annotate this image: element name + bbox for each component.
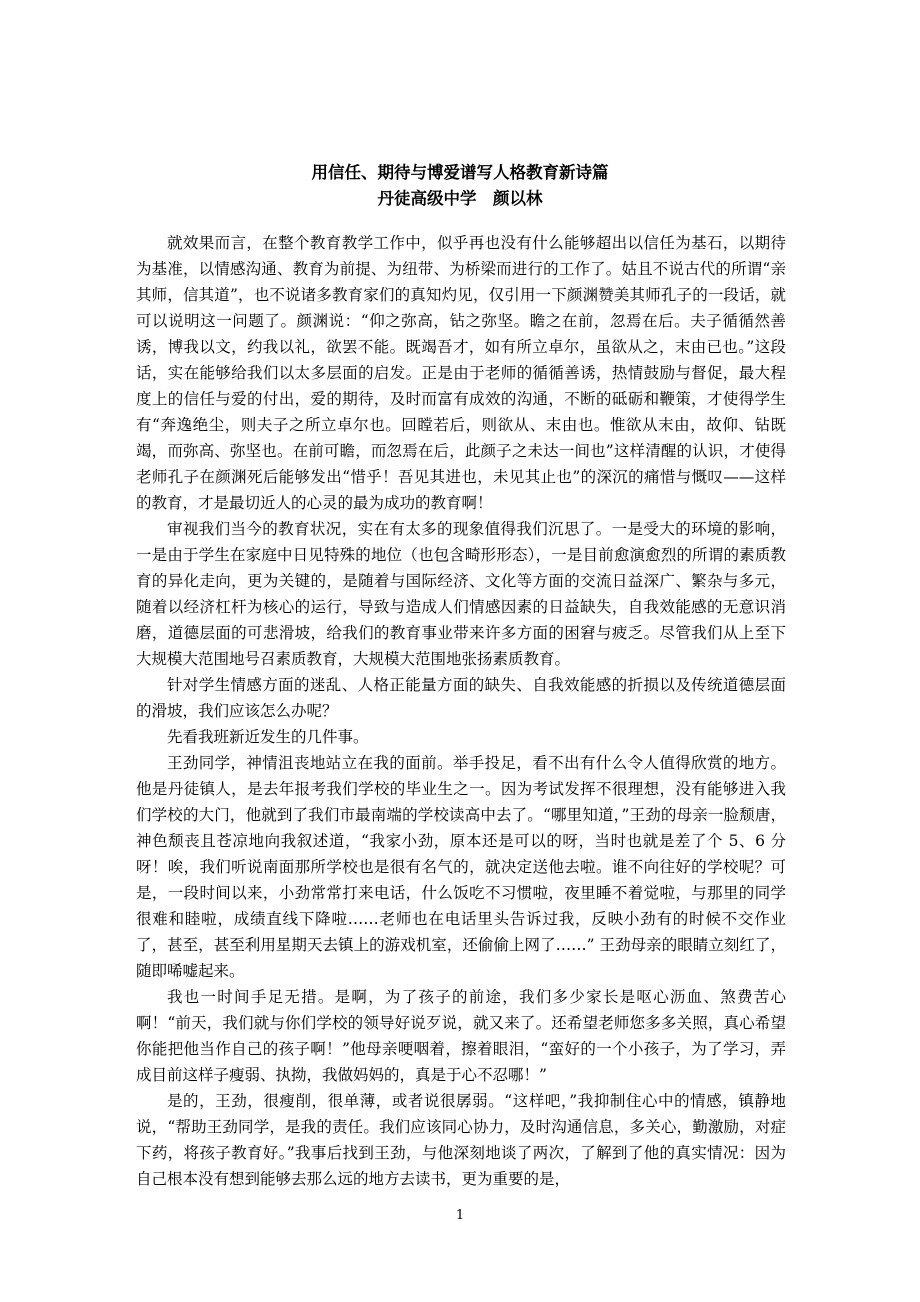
paragraph: 审视我们当今的教育状况，实在有太多的现象值得我们沉思了。一是受大的环境的影响，一是由于学生在家庭中日见特殊的地位（也包含畸形形态），一是目前愈演愈烈的所谓的素质教育的异化走向，更为关键的，是随着与国际经济、文化等方面的交流日益深广、繁杂与多元，随着以经济杠杆为核心的运行，导致与造成人们情感因素的日益缺失，自我效能感的无意识消磨，道德层面的可悲滑坡，给我们的教育事业带来许多方面的困窘与疲乏。尽管我们从上至下大规模大范围地号召素质教育，大规模大范围地张扬素质教育。: [136, 520, 786, 668]
paragraph: 先看我班新近发生的几件事。: [167, 728, 369, 746]
paragraph: 就效果而言，在整个教育教学工作中，似乎再也没有什么能够超出以信任为基石，以期待为基准，以情感沟通、教育为前提、为纽带、为桥梁而进行的工作了。姑且不说古代的所谓“亲其师，信其道”，也不说诸多教育家们的真知灼见，仅引用一下颜渊赞美其师孔子的一段话，就可以说明这一问题了。颜渊说：“仰之弥高，钻之弥坚。瞻之在前，忽焉在后。夫子循循然善诱，博我以文，约我以礼，欲罢不能。既竭吾才，如有所立卓尔，虽欲从之，末由已也。”这段话，实在能够给我们以太多层面的启发。正是由于老师的循循善诱，热情鼓励与督促，最大程度上的信任与爱的付出，爱的期待，及时而富有成效的沟通，不断的砥砺和鞭策，才使得学生有“奔逸绝尘，则夫子之所立卓尔也。回瞠若后，则欲从、末由也。惟欲从末由，故仰、钻既竭，而弥高、弥坚也。在前可瞻，而忽焉在后，此颜子之未达一间也”这样清醒的认识，才使得老师孔子在颜渊死后能够发出“惜乎！吾见其进也，未见其止也”的深沉的痛惜与慨叹——这样的教育，才是最切近人的心灵的最为成功的教育啊！: [136, 234, 786, 512]
page-number: 1: [455, 1208, 465, 1223]
title-block: [0, 160, 920, 212]
paragraph: 针对学生情感方面的迷乱、人格正能量方面的缺失、自我效能感的折损以及传统道德层面的滑坡，我们应该怎么办呢？: [136, 676, 786, 720]
author-line: 丹徒高级中学 颜以林: [377, 189, 543, 208]
paragraph: 我也一时间手足无措。是啊，为了孩子的前途，我们多少家长是呕心沥血、煞费苦心啊！“前天，我们就与你们学校的领导好说歹说，就又来了。还希望老师您多多关照，真心希望你能把他当作自己的孩子啊！”他母亲哽咽着，擦着眼泪，“蛮好的一个小孩子，为了学习，弄成目前这样子瘦弱、执拗，我做妈妈的，真是于心不忍哪！”: [136, 988, 786, 1084]
document-title: 用信任、期待与博爱谱写人格教育新诗篇: [311, 163, 609, 182]
body-text: [136, 230, 786, 1192]
paragraph: 是的，王劲，很瘦削，很单薄，或者说很孱弱。“这样吧，”我抑制住心中的情感，镇静地说，“帮助王劲同学，是我的责任。我们应该同心协力，及时沟通信息，多关心，勤激励，对症下药，将孩子教育好。”我事后找到王劲，与他深刻地谈了两次，了解到了他的真实情况：因为自己根本没有想到能够去那么远的地方去读书，更为重要的是，: [136, 1092, 786, 1188]
paragraph: 王劲同学，神情沮丧地站立在我的面前。举手投足，看不出有什么令人值得欣赏的地方。他是丹徒镇人，是去年报考我们学校的毕业生之一。因为考试发挥不很理想，没有能够进入我们学校的大门，他就到了我们市最南端的学校读高中去了。“哪里知道，”王劲的母亲一脸颓唐，神色颓丧且苍凉地向我叙述道，“我家小劲，原本还是可以的呀，当时也就是差了个 5、6 分呀！唉，我们听说南面那所学校也是很有名气的，就决定送他去啦。谁不向往好的学校呢？可是，一段时间以来，小劲常常打来电话，什么饭吃不习惯啦，夜里睡不着觉啦，与那里的同学很难和睦啦，成绩直线下降啦……老师也在电话里头告诉过我，反映小劲有的时候不交作业了，甚至，甚至利用星期天去镇上的游戏机室，还偷偷上网了……” 王劲母亲的眼睛立刻红了，随即唏嘘起来。: [136, 754, 786, 980]
